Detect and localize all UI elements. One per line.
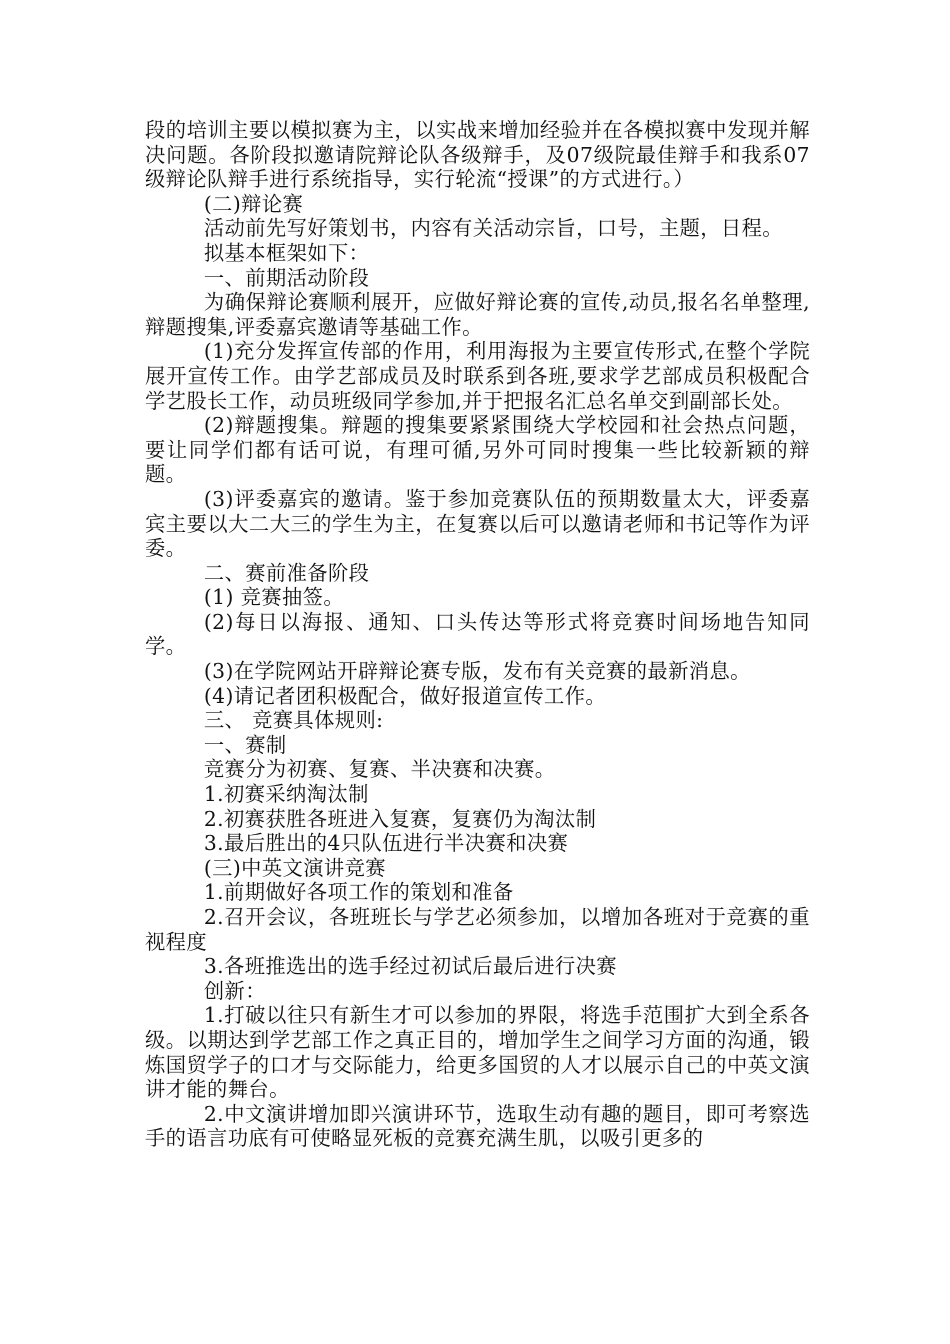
paragraph-framework-intro: 拟基本框架如下：	[203, 240, 370, 265]
paragraph-early-stage-goal: 为确保辩论赛顺利展开，应做好辩论赛的宣传,动员,报名名单整理,辩题搜集,评委嘉宾邀请等基础工作。	[145, 290, 810, 339]
section-heading-speech-contest: (三)中英文演讲竞赛	[203, 855, 386, 880]
list-item-website-column: (3)在学院网站开辟辩论赛专版，发布有关竞赛的最新消息。	[203, 659, 751, 684]
list-item-press-team: (4)请记者团积极配合，做好报道宣传工作。	[203, 683, 607, 708]
heading-innovation: 创新：	[203, 978, 266, 1003]
list-item-expand-participants: 1.打破以往只有新生才可以参加的界限，将选手范围扩大到全系各级。以期达到学艺部工作之真正目的，增加学生之间学习方面的沟通，锻炼国贸学子的口才与交际能力，给更多国贸的人才以展示自己的中英文演讲才能的舞台。	[145, 1003, 810, 1102]
list-item-final-four: 3.最后胜出的4只队伍进行半决赛和决赛	[203, 831, 569, 856]
list-item-impromptu-speech: 2.中文演讲增加即兴演讲环节，选取生动有趣的题目，即可考察选手的语言功底有可使略显死板的竞赛充满生肌，以吸引更多的	[145, 1101, 810, 1151]
list-item-draw: (1) 竞赛抽签。	[203, 585, 345, 610]
paragraph-rounds: 竞赛分为初赛、复赛、半决赛和决赛。	[203, 757, 556, 782]
document-body	[145, 118, 810, 1151]
list-item-finals: 3.各班推选出的选手经过初试后最后进行决赛	[203, 954, 617, 979]
heading-pre-match-stage: 二、赛前准备阶段	[203, 560, 370, 585]
list-item-preliminary: 1.初赛采纳淘汰制	[203, 782, 369, 807]
list-item-meeting: 2.召开会议，各班班长与学艺必须参加，以增加各班对于竞赛的重视程度	[145, 905, 810, 954]
list-item-publicity: (1)充分发挥宣传部的作用，利用海报为主要宣传形式,在整个学院展开宣传工作。由学艺部成员及时联系到各班,要求学艺部成员积极配合学艺股长工作，动员班级同学参加,并于把报名汇总名单交到副部长处。	[145, 339, 810, 413]
list-item-preparation: 1.前期做好各项工作的策划和准备	[203, 880, 514, 905]
heading-early-stage: 一、前期活动阶段	[203, 265, 370, 290]
list-item-judges-invitation: (3)评委嘉宾的邀请。鉴于参加竞赛队伍的预期数量太大，评委嘉宾主要以大二大三的学生为主，在复赛以后可以邀请老师和书记等作为评委。	[145, 486, 810, 561]
list-item-daily-notice: (2)每日以海报、通知、口头传达等形式将竞赛时间场地告知同学。	[145, 609, 810, 659]
heading-format: 一、赛制	[203, 732, 287, 757]
paragraph-training-continuation: 段的培训主要以模拟赛为主，以实战来增加经验并在各模拟赛中发现并解决问题。各阶段拟邀请院辩论队各级辩手，及07级院最佳辩手和我系07级辩论队辩手进行系统指导，实行轮流“授课”的方式进行。）	[145, 118, 810, 192]
paragraph-plan-book: 活动前先写好策划书，内容有关活动宗旨，口号，主题，日程。	[203, 216, 783, 241]
heading-competition-rules: 三、 竞赛具体规则:	[203, 708, 384, 733]
section-heading-debate: (二)辩论赛	[203, 191, 304, 216]
list-item-topic-collection: (2)辩题搜集。辩题的搜集要紧紧围绕大学校园和社会热点问题，要让同学们都有话可说，有理可循,另外可同时搜集一些比较新颖的辩题。	[145, 413, 810, 487]
list-item-second-round: 2.初赛获胜各班进入复赛，复赛仍为淘汰制	[203, 806, 597, 831]
